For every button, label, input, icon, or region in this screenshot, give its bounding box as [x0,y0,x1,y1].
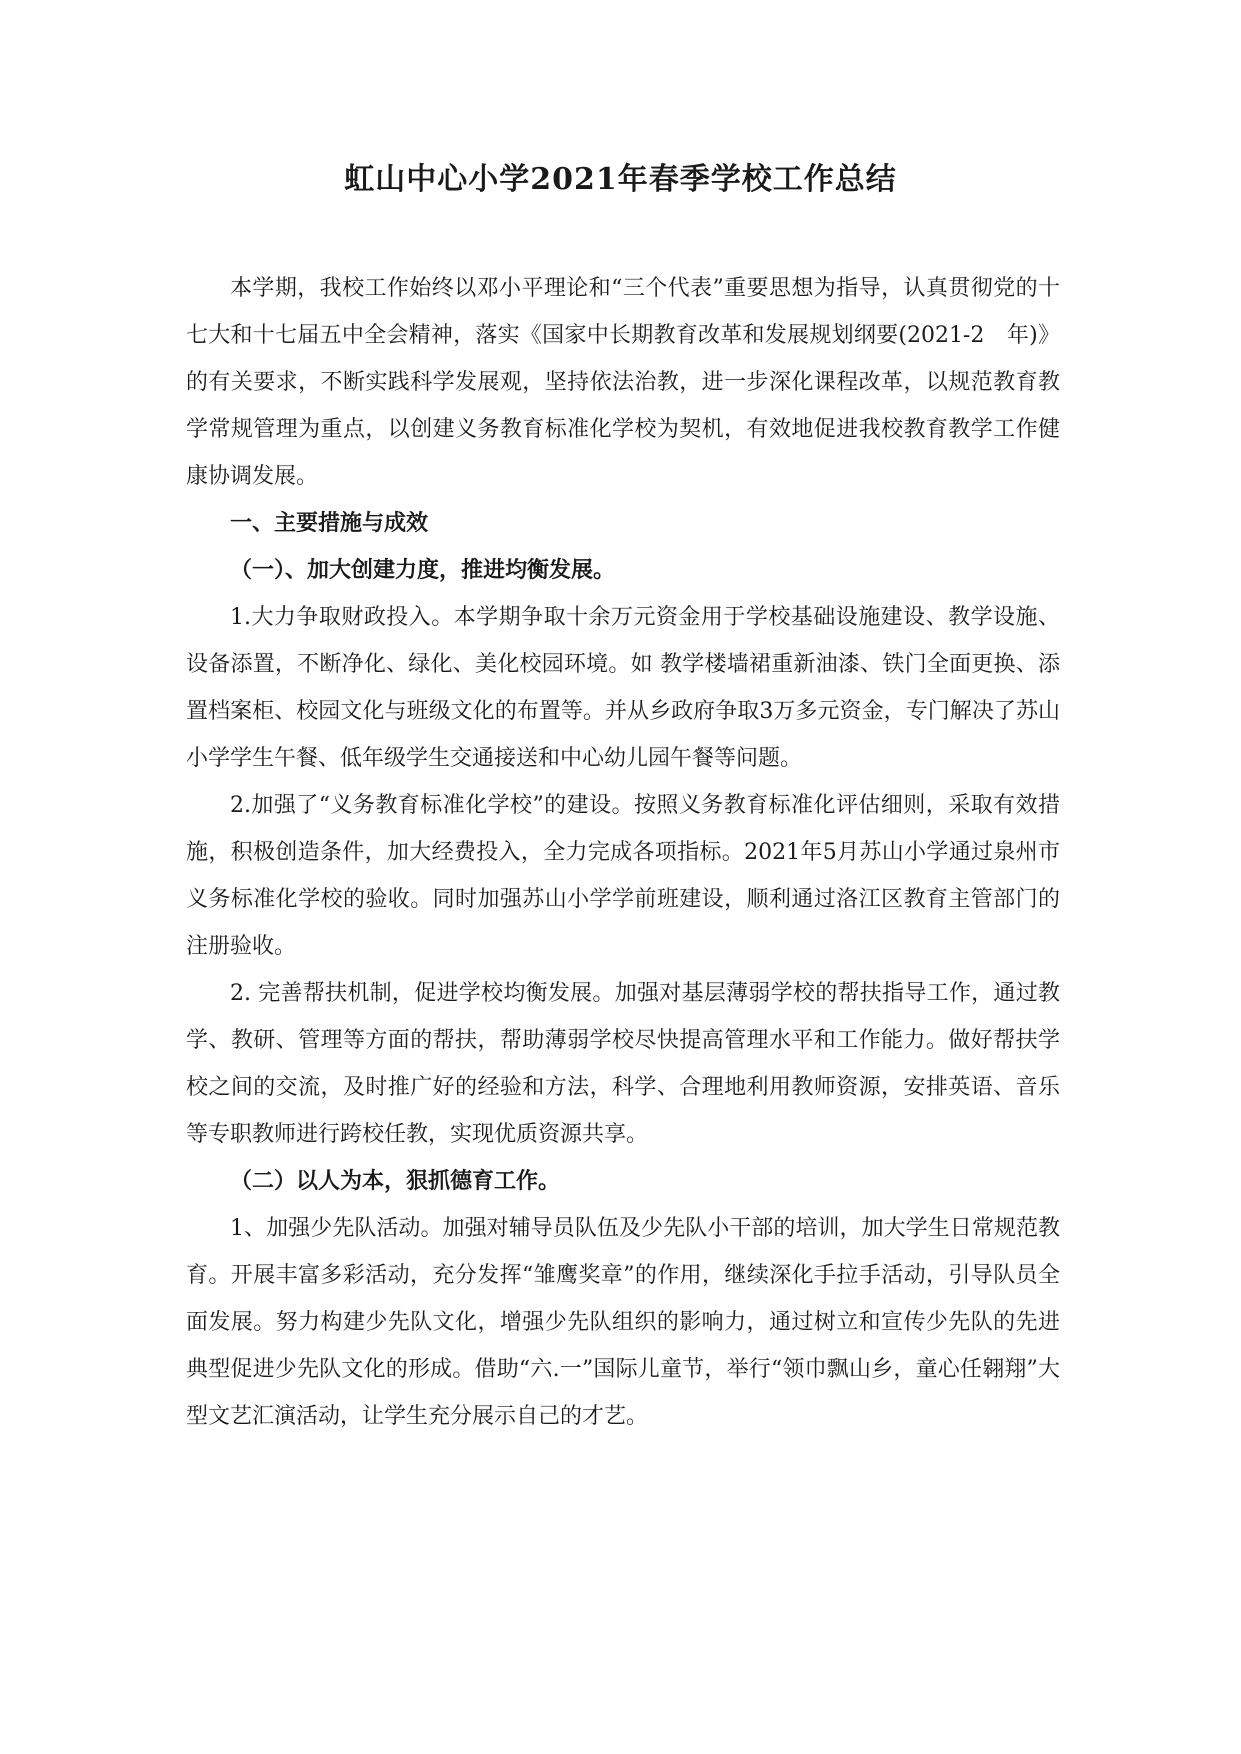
intro-paragraph: 本学期，我校工作始终以邓小平理论和“三个代表”重要思想为指导，认真贯彻党的十七大和十七届五中全会精神，落实《国家中长期教育改革和发展规划纲要(2021-2 年)》的有关要求，不断实践科学发展观，坚持依法治教，进一步深化课程改革，以规范教育教学常规管理为重点，以创建义务教育标准化学校为契机，有效地促进我校教育教学工作健康协调发展。 [186,276,1060,489]
subsection-1-heading: （一）、加大创建力度，推进均衡发展。 [230,557,616,583]
subsection-1-paragraph-3: 2. 完善帮扶机制，促进学校均衡发展。加强对基层薄弱学校的帮扶指导工作，通过教学、教研、管理等方面的帮扶，帮助薄弱学校尽快提高管理水平和工作能力。做好帮扶学校之间的交流，及时推广好的经验和方法，科学、合理地利用教师资源，安排英语、音乐等专职教师进行跨校任教，实现优质资源共享。 [186,981,1060,1147]
document-title: 虹山中心小学2021年春季学校工作总结 [344,162,897,197]
subsection-2-paragraph-1: 1、加强少先队活动。加强对辅导员队伍及少先队小干部的培训，加大学生日常规范教育。开展丰富多彩活动，充分发挥“雏鹰奖章”的作用，继续深化手拉手活动，引导队员全面发展。努力构建少先队文化，增强少先队组织的影响力，通过树立和宣传少先队的先进典型促进少先队文化的形成。借助“六.一”国际儿童节，举行“领巾飘山乡，童心任翱翔”大型文艺汇演活动，让学生充分展示自己的才艺。 [186,1216,1060,1429]
document-body [186,265,1060,1440]
section-1-heading: 一、主要措施与成效 [230,510,429,536]
subsection-1-paragraph-1: 1.大力争取财政投入。本学期争取十余万元资金用于学校基础设施建设、教学设施、设备添置，不断净化、绿化、美化校园环境。如 教学楼墙裙重新油漆、铁门全面更换、添置档案柜、校园文化与班级文化的布置等。并从乡政府争取3万多元资金，专门解决了苏山小学学生午餐、低年级学生交通接送和中心幼儿园午餐等问题。 [186,605,1060,771]
subsection-2-heading: （二）以人为本，狠抓德育工作。 [230,1168,561,1194]
subsection-1-paragraph-2: 2.加强了“义务教育标准化学校”的建设。按照义务教育标准化评估细则，采取有效措施，积极创造条件，加大经费投入，全力完成各项指标。2021年5月苏山小学通过泉州市义务标准化学校的验收。同时加强苏山小学学前班建设，顺利通过洛江区教育主管部门的注册验收。 [186,793,1060,959]
